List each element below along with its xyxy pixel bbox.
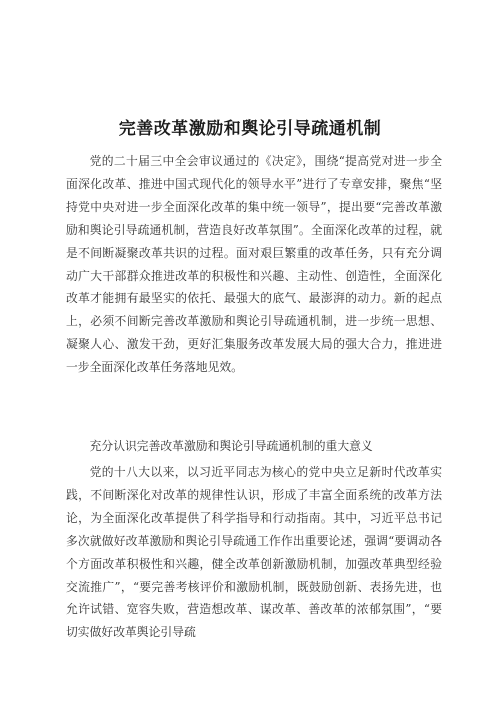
paragraph: 党的十八大以来，以习近平同志为核心的党中央立足新时代改革实践，不间断深化对改革的规律性认识，形成了丰富全面系统的改革方法论，为全面深化改革提供了科学指导和行动指南。其中，习近平总书记多次就做好改革激励和舆论引导疏通工作作出重要论述，强调“要调动各个方面改革积极性和兴趣，健全改革创新激励机制，加强改革典型经验交流推广”，“要完善考核评价和激励机制，既鼓励创新、表扬先进，也允许试错、宽容失败，营造想改革、谋改革、善改革的浓郁氛围”，“要切实做好改革舆论引导疏 — [66, 465, 442, 640]
intro-section — [66, 150, 442, 379]
document-title: 完善改革激励和舆论引导疏通机制 — [118, 119, 382, 139]
paragraph: 党的二十届三中全会审议通过的《决定》，围绕“提高党对进一步全面深化改革、推进中国式现代化的领导水平”进行了专章安排，聚焦“坚持党中央对进一步全面深化改革的集中统一领导”，提出要“完善改革激励和舆论引导疏通机制，营造良好改革氛围”。全面深化改革的过程，就是不间断凝聚改革共识的过程。面对艰巨繁重的改革任务，只有充分调动广大干部群众推进改革的积极性和兴趣、主动性、创造性，全面深化改革才能拥有最坚实的依托、最强大的底气、最澎湃的动力。新的起点上，必须不间断完善改革激励和舆论引导疏通机制，进一步统一思想、凝聚人心、激发干劲，更好汇集服务改革发展大局的强大合力，推进进一步全面深化改革任务落地见效。 — [66, 154, 442, 375]
section-heading: 充分认识完善改革激励和舆论引导疏通机制的重大意义 — [89, 439, 373, 453]
section-body — [66, 461, 442, 644]
